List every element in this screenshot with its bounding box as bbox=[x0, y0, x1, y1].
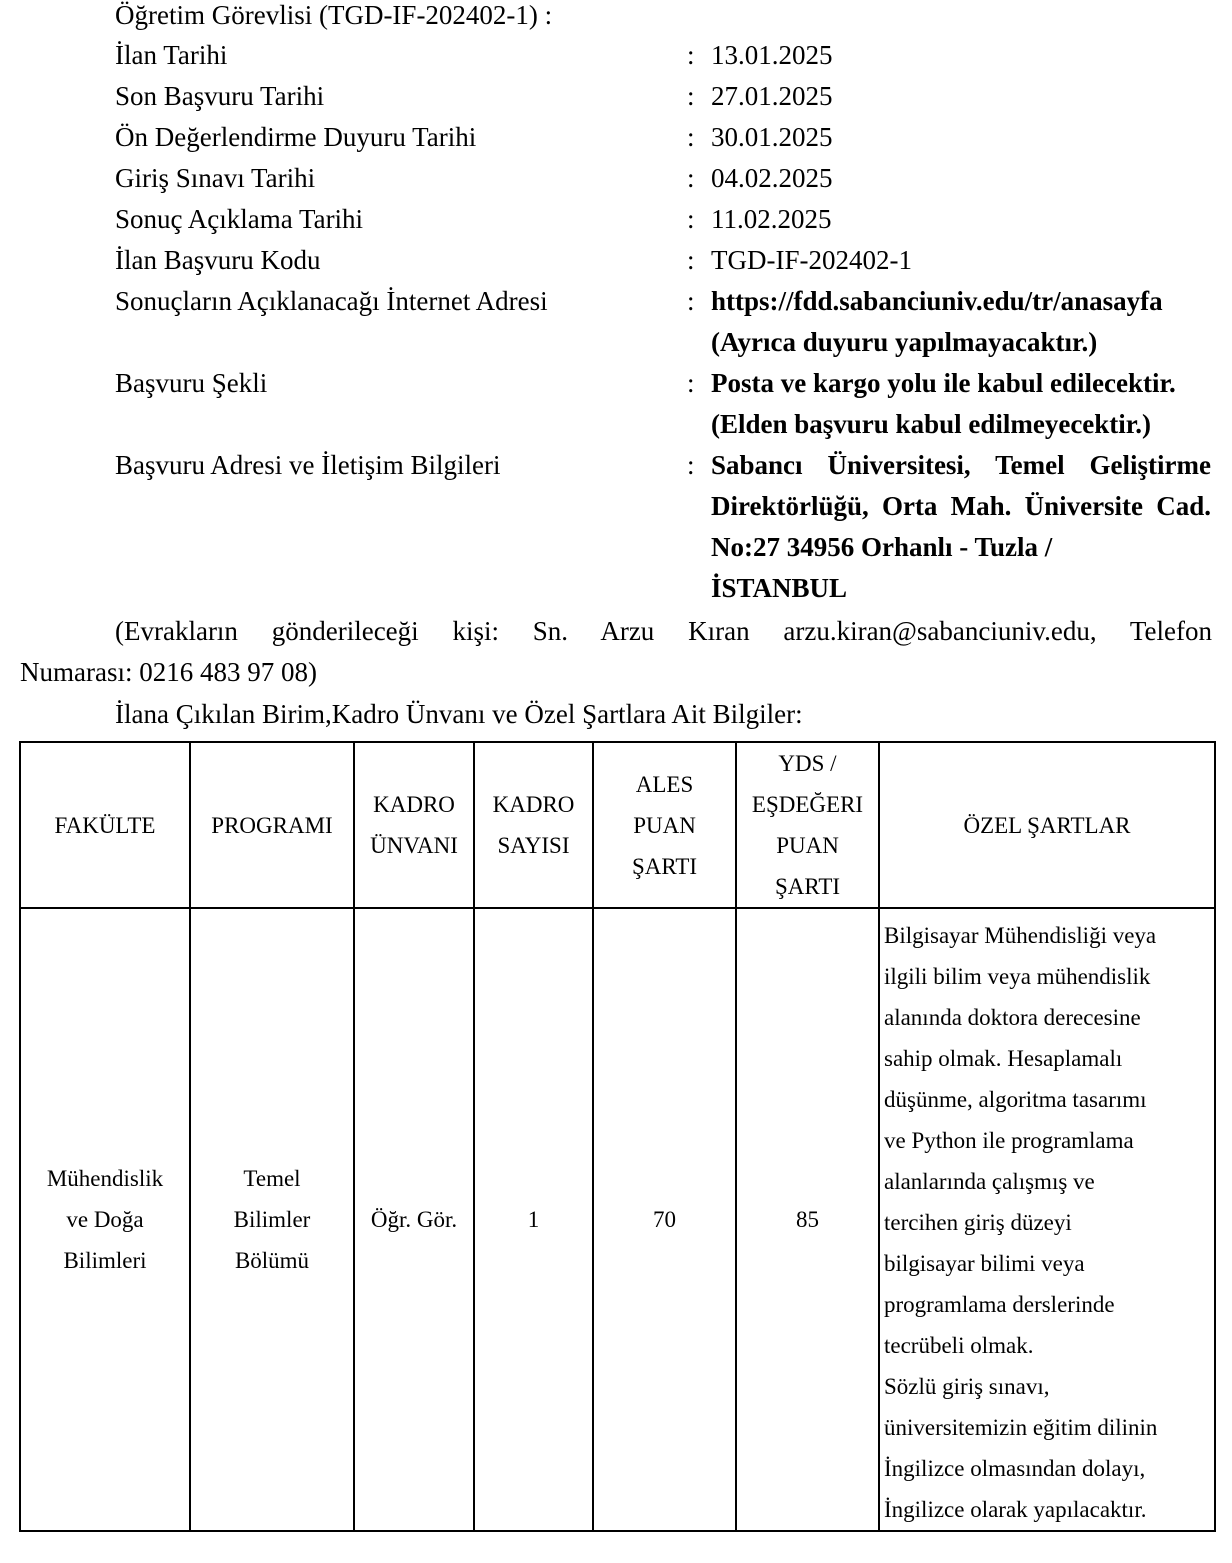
requirement-line: İngilizce olmasından dolayı, bbox=[884, 1456, 1146, 1481]
requirement-line: sahip olmak. Hesaplamalı bbox=[884, 1046, 1123, 1071]
cell-line: Bilimleri bbox=[63, 1248, 147, 1273]
requirement-line: üniversitemizin eğitim dilinin bbox=[884, 1415, 1158, 1440]
header-line: KADRO bbox=[492, 792, 575, 817]
info-colon: : bbox=[687, 245, 695, 275]
info-label: Sonuçların Açıklanacağı İnternet Adresi bbox=[115, 286, 548, 316]
info-value-line: (Ayrıca duyuru yapılmayacaktır.) bbox=[711, 327, 1098, 357]
header-line: PUAN bbox=[776, 833, 839, 858]
info-value-line: 04.02.2025 bbox=[711, 163, 833, 193]
info-row-pre-evaluation-date bbox=[115, 117, 1215, 158]
info-label: İlan Başvuru Kodu bbox=[115, 245, 321, 275]
header-line: ŞARTI bbox=[631, 853, 698, 879]
header-line: ÜNVANI bbox=[370, 833, 458, 858]
header-program bbox=[190, 742, 354, 908]
table-header-row bbox=[20, 742, 1215, 908]
results-website-link[interactable]: https://fdd.sabanciuniv.edu/tr/anasayfa bbox=[711, 286, 1163, 316]
requirement-line: ilgili bilim veya mühendislik bbox=[884, 964, 1151, 989]
cell-staff-count: 1 bbox=[474, 908, 593, 1531]
info-value-line: Direktörlüğü, Orta Mah. Üniversite Cad. bbox=[711, 491, 1211, 521]
info-value bbox=[711, 445, 1211, 609]
info-colon: : bbox=[687, 122, 695, 152]
info-colon: : bbox=[687, 286, 695, 316]
header-line: ALES bbox=[635, 771, 694, 797]
info-colon: : bbox=[687, 204, 695, 234]
requirement-line: Bilgisayar Mühendisliği veya bbox=[884, 923, 1157, 948]
info-value-line: TGD-IF-202402-1 bbox=[711, 245, 912, 275]
info-value bbox=[711, 199, 1211, 240]
info-label: Sonuç Açıklama Tarihi bbox=[115, 204, 364, 234]
info-value bbox=[711, 35, 1211, 76]
info-row-application-code bbox=[115, 240, 1215, 281]
info-value-line: İSTANBUL bbox=[711, 573, 848, 603]
requirement-line: tercihen giriş düzeyi bbox=[884, 1210, 1072, 1235]
info-row-result-date bbox=[115, 199, 1215, 240]
info-row-announcement-date bbox=[115, 35, 1215, 76]
info-row-website bbox=[115, 281, 1215, 363]
position-title: Öğretim Görevlisi (TGD-IF-202402-1) : bbox=[115, 0, 553, 30]
requirement-line: tecrübeli olmak. bbox=[884, 1333, 1034, 1358]
requirement-line: bilgisayar bilimi veya bbox=[884, 1251, 1085, 1276]
requirement-line: Sözlü giriş sınavı, bbox=[884, 1374, 1050, 1399]
header-special-requirements bbox=[879, 742, 1215, 908]
info-label: Ön Değerlendirme Duyuru Tarihi bbox=[115, 122, 477, 152]
header-ales bbox=[593, 742, 736, 908]
info-value bbox=[711, 240, 1211, 281]
info-value bbox=[711, 76, 1211, 117]
info-label: Giriş Sınavı Tarihi bbox=[115, 163, 316, 193]
info-row-exam-date bbox=[115, 158, 1215, 199]
cell-line: Mühendislik bbox=[46, 1166, 164, 1191]
header-yds bbox=[736, 742, 879, 908]
requirement-line: ve Python ile programlama bbox=[884, 1128, 1134, 1153]
info-label: İlan Tarihi bbox=[115, 40, 228, 70]
info-label: Son Başvuru Tarihi bbox=[115, 81, 325, 111]
info-label: Başvuru Adresi ve İletişim Bilgileri bbox=[115, 450, 501, 480]
cell-line: ve Doğa bbox=[66, 1207, 144, 1232]
info-colon: : bbox=[687, 81, 695, 111]
info-colon: : bbox=[687, 368, 695, 398]
info-label: Başvuru Şekli bbox=[115, 368, 268, 398]
header-line: SAYISI bbox=[497, 833, 570, 858]
header-line: ÖZEL ŞARTLAR bbox=[963, 812, 1131, 838]
info-value-line: Sabancı Üniversitesi, Temel Geliştirme bbox=[711, 450, 1211, 480]
cell-line: Temel bbox=[243, 1166, 301, 1191]
cell-ales: 70 bbox=[593, 908, 736, 1531]
header-line: KADRO bbox=[373, 792, 455, 817]
announcement-info bbox=[115, 35, 1215, 609]
contact-paragraph bbox=[20, 611, 1212, 693]
header-line: EŞDEĞERI bbox=[751, 792, 864, 817]
cell-line: Bölümü bbox=[234, 1248, 310, 1273]
info-row-application-address bbox=[115, 445, 1215, 609]
requirement-line: İngilizce olarak yapılacaktır. bbox=[884, 1497, 1147, 1522]
cell-yds: 85 bbox=[736, 908, 879, 1531]
cell-staff-title: Öğr. Gör. bbox=[354, 908, 474, 1531]
cell-program bbox=[190, 908, 354, 1531]
table-intro: İlana Çıkılan Birim,Kadro Ünvanı ve Özel Şartlara Ait Bilgiler: bbox=[115, 699, 803, 729]
info-colon: : bbox=[687, 40, 695, 70]
info-value-line: 30.01.2025 bbox=[711, 122, 833, 152]
info-value bbox=[711, 158, 1211, 199]
header-line: FAKÜLTE bbox=[54, 812, 156, 838]
cell-special-requirements bbox=[879, 908, 1215, 1531]
table-row bbox=[20, 908, 1215, 1531]
contact-line: (Evrakların gönderileceği kişi: Sn. Arzu Kıran arzu.kiran@sabanciuniv.edu, Telefon bbox=[115, 616, 1212, 646]
requirement-line: programlama derslerinde bbox=[884, 1292, 1115, 1317]
header-line: ŞARTI bbox=[774, 874, 841, 899]
info-value bbox=[711, 117, 1211, 158]
info-row-application-method bbox=[115, 363, 1215, 445]
header-staff-count bbox=[474, 742, 593, 908]
header-line: PUAN bbox=[633, 812, 696, 838]
position-table bbox=[19, 741, 1216, 1532]
cell-faculty bbox=[20, 908, 190, 1531]
header-staff-title bbox=[354, 742, 474, 908]
requirement-line: düşünme, algoritma tasarımı bbox=[884, 1087, 1147, 1112]
info-value-line: Posta ve kargo yolu ile kabul edilecektir. bbox=[711, 368, 1176, 398]
cell-line: Bilimler bbox=[233, 1207, 311, 1232]
info-row-deadline bbox=[115, 76, 1215, 117]
contact-line: Numarası: 0216 483 97 08) bbox=[20, 657, 317, 687]
info-colon: : bbox=[687, 163, 695, 193]
info-value-line: (Elden başvuru kabul edilmeyecektir.) bbox=[711, 409, 1152, 439]
header-faculty bbox=[20, 742, 190, 908]
info-value-line: 11.02.2025 bbox=[711, 204, 832, 234]
info-colon: : bbox=[687, 450, 695, 480]
info-value-line: 27.01.2025 bbox=[711, 81, 833, 111]
requirement-line: alanında doktora derecesine bbox=[884, 1005, 1141, 1030]
info-value-line: No:27 34956 Orhanlı - Tuzla / bbox=[711, 532, 1053, 562]
header-line: YDS / bbox=[778, 751, 837, 776]
info-value bbox=[711, 281, 1211, 363]
info-value bbox=[711, 363, 1211, 445]
requirement-line: alanlarında çalışmış ve bbox=[884, 1169, 1095, 1194]
info-value-line: 13.01.2025 bbox=[711, 40, 833, 70]
header-line: PROGRAMI bbox=[211, 812, 333, 838]
